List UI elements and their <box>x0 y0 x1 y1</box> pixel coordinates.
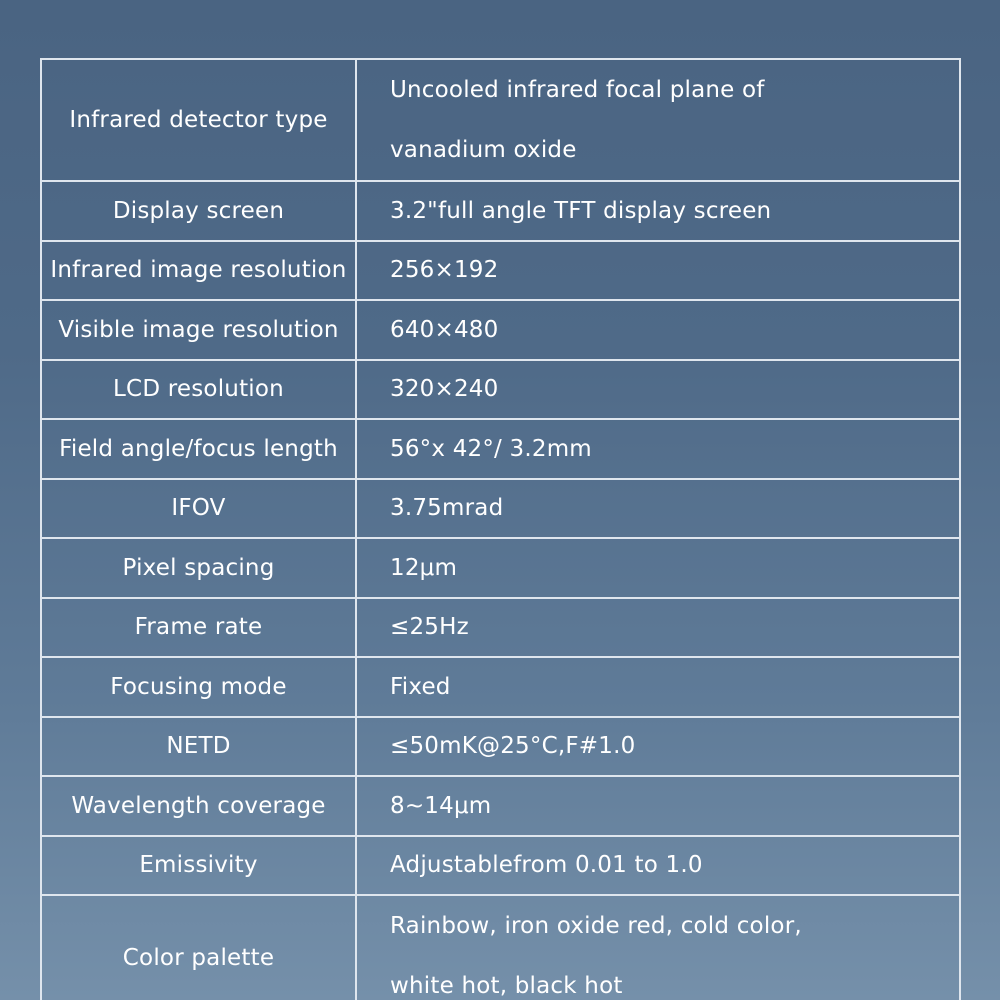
spec-label: Emissivity <box>41 836 356 896</box>
spec-label: Visible image resolution <box>41 300 356 360</box>
spec-value: 256×192 <box>356 241 960 301</box>
spec-label: Wavelength coverage <box>41 776 356 836</box>
table-row <box>41 717 960 777</box>
spec-label: Field angle/focus length <box>41 419 356 479</box>
spec-table <box>40 58 961 1000</box>
spec-value: 3.75mrad <box>356 479 960 539</box>
table-row <box>41 419 960 479</box>
table-row <box>41 360 960 420</box>
table-row <box>41 241 960 301</box>
spec-value: 12μm <box>356 538 960 598</box>
table-row <box>41 895 960 1000</box>
table-row <box>41 181 960 241</box>
table-row <box>41 300 960 360</box>
spec-value: 56°x 42°/ 3.2mm <box>356 419 960 479</box>
spec-label: NETD <box>41 717 356 777</box>
spec-label: Focusing mode <box>41 657 356 717</box>
spec-label: Infrared detector type <box>41 59 356 181</box>
spec-label: IFOV <box>41 479 356 539</box>
spec-value: 640×480 <box>356 300 960 360</box>
table-row <box>41 657 960 717</box>
spec-label: LCD resolution <box>41 360 356 420</box>
spec-value: ≤50mK@25°C,F#1.0 <box>356 717 960 777</box>
spec-label: Frame rate <box>41 598 356 658</box>
spec-value: Adjustablefrom 0.01 to 1.0 <box>356 836 960 896</box>
table-row <box>41 776 960 836</box>
spec-label: Display screen <box>41 181 356 241</box>
spec-value: ≤25Hz <box>356 598 960 658</box>
spec-value-line: vanadium oxide <box>390 137 577 163</box>
table-row <box>41 836 960 896</box>
spec-value <box>356 59 960 181</box>
spec-value-line: Rainbow, iron oxide red, cold color, <box>390 913 802 939</box>
table-row <box>41 598 960 658</box>
spec-value-line: white hot, black hot <box>390 973 623 999</box>
table-row <box>41 59 960 181</box>
spec-value: 3.2"full angle TFT display screen <box>356 181 960 241</box>
spec-value: Fixed <box>356 657 960 717</box>
spec-label: Infrared image resolution <box>41 241 356 301</box>
table-row <box>41 479 960 539</box>
spec-value: 8~14μm <box>356 776 960 836</box>
spec-value-line: Uncooled infrared focal plane of <box>390 77 765 103</box>
spec-label: Color palette <box>41 895 356 1000</box>
spec-value <box>356 895 960 1000</box>
table-row <box>41 538 960 598</box>
spec-label: Pixel spacing <box>41 538 356 598</box>
spec-value: 320×240 <box>356 360 960 420</box>
